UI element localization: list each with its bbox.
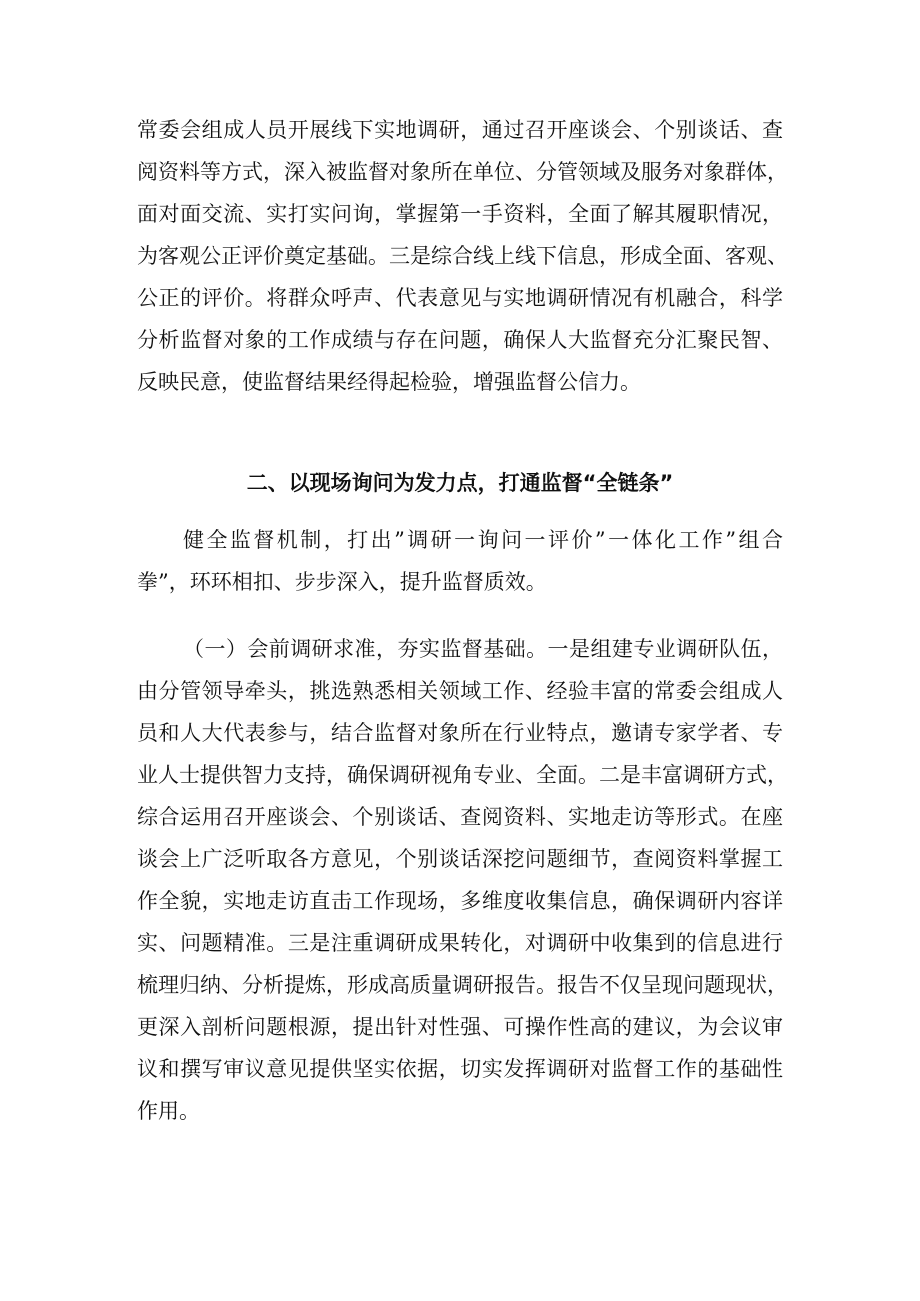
text-line: 反映民意，使监督结果经得起检验，增强监督公信力。 — [137, 370, 641, 394]
paragraph-intro — [137, 109, 788, 403]
text-line: 由分管领导牵头，挑选熟悉相关领域工作、经验丰富的常委会组成人 — [137, 679, 783, 703]
text-line: 实、问题精准。三是注重调研成果转化，对调研中收集到的信息进行 — [137, 931, 783, 955]
text-line: 谈会上广泛听取各方意见，个别谈话深挖问题细节，查阅资料掌握工 — [137, 847, 783, 871]
text-line: 面对面交流、实打实问询，掌握第一手资料，全面了解其履职情况， — [137, 202, 783, 226]
text-line: （一）会前调研求准，夯实监督基础。一是组建专业调研队伍， — [183, 637, 783, 661]
text-line: 议和撰写审议意见提供坚实依据，切实发挥调研对监督工作的基础性 — [137, 1057, 783, 1081]
text-line: 拳”，环环相扣、步步深入，提升监督质效。 — [137, 570, 547, 594]
text-line: 作用。 — [137, 1099, 200, 1123]
text-line: 常委会组成人员开展线下实地调研，通过召开座谈会、个别谈话、查 — [137, 118, 783, 142]
text-line: 员和人大代表参与，结合监督对象所在行业特点，邀请专家学者、专 — [137, 721, 783, 745]
section-heading: 二、以现场询问为发力点，打通监督“全链条” — [246, 471, 674, 495]
text-line: 更深入剖析问题根源，提出针对性强、可操作性高的建议，为会议审 — [137, 1015, 783, 1039]
text-line: 健全监督机制，打出”调研一询问一评价”一体化工作”组合 — [183, 528, 783, 552]
text-line: 分析监督对象的工作成绩与存在问题，确保人大监督充分汇聚民智、 — [137, 328, 783, 352]
text-line: 业人士提供智力支持，确保调研视角专业、全面。二是丰富调研方式， — [137, 763, 788, 787]
text-line: 为客观公正评价奠定基础。三是综合线上线下信息，形成全面、客观、 — [137, 244, 788, 268]
text-line: 作全貌，实地走访直击工作现场，多维度收集信息，确保调研内容详 — [137, 889, 783, 913]
paragraph-mechanism — [137, 519, 783, 603]
text-line: 阅资料等方式，深入被监督对象所在单位、分管领域及服务对象群体， — [137, 160, 788, 184]
text-line: 梳理归纳、分析提炼，形成高质量调研报告。报告不仅呈现问题现状， — [137, 973, 788, 997]
paragraph-research — [137, 628, 788, 1132]
text-line: 综合运用召开座谈会、个别谈话、查阅资料、实地走访等形式。在座 — [137, 805, 783, 829]
text-line: 公正的评价。将群众呼声、代表意见与实地调研情况有机融合，科学 — [137, 286, 783, 310]
